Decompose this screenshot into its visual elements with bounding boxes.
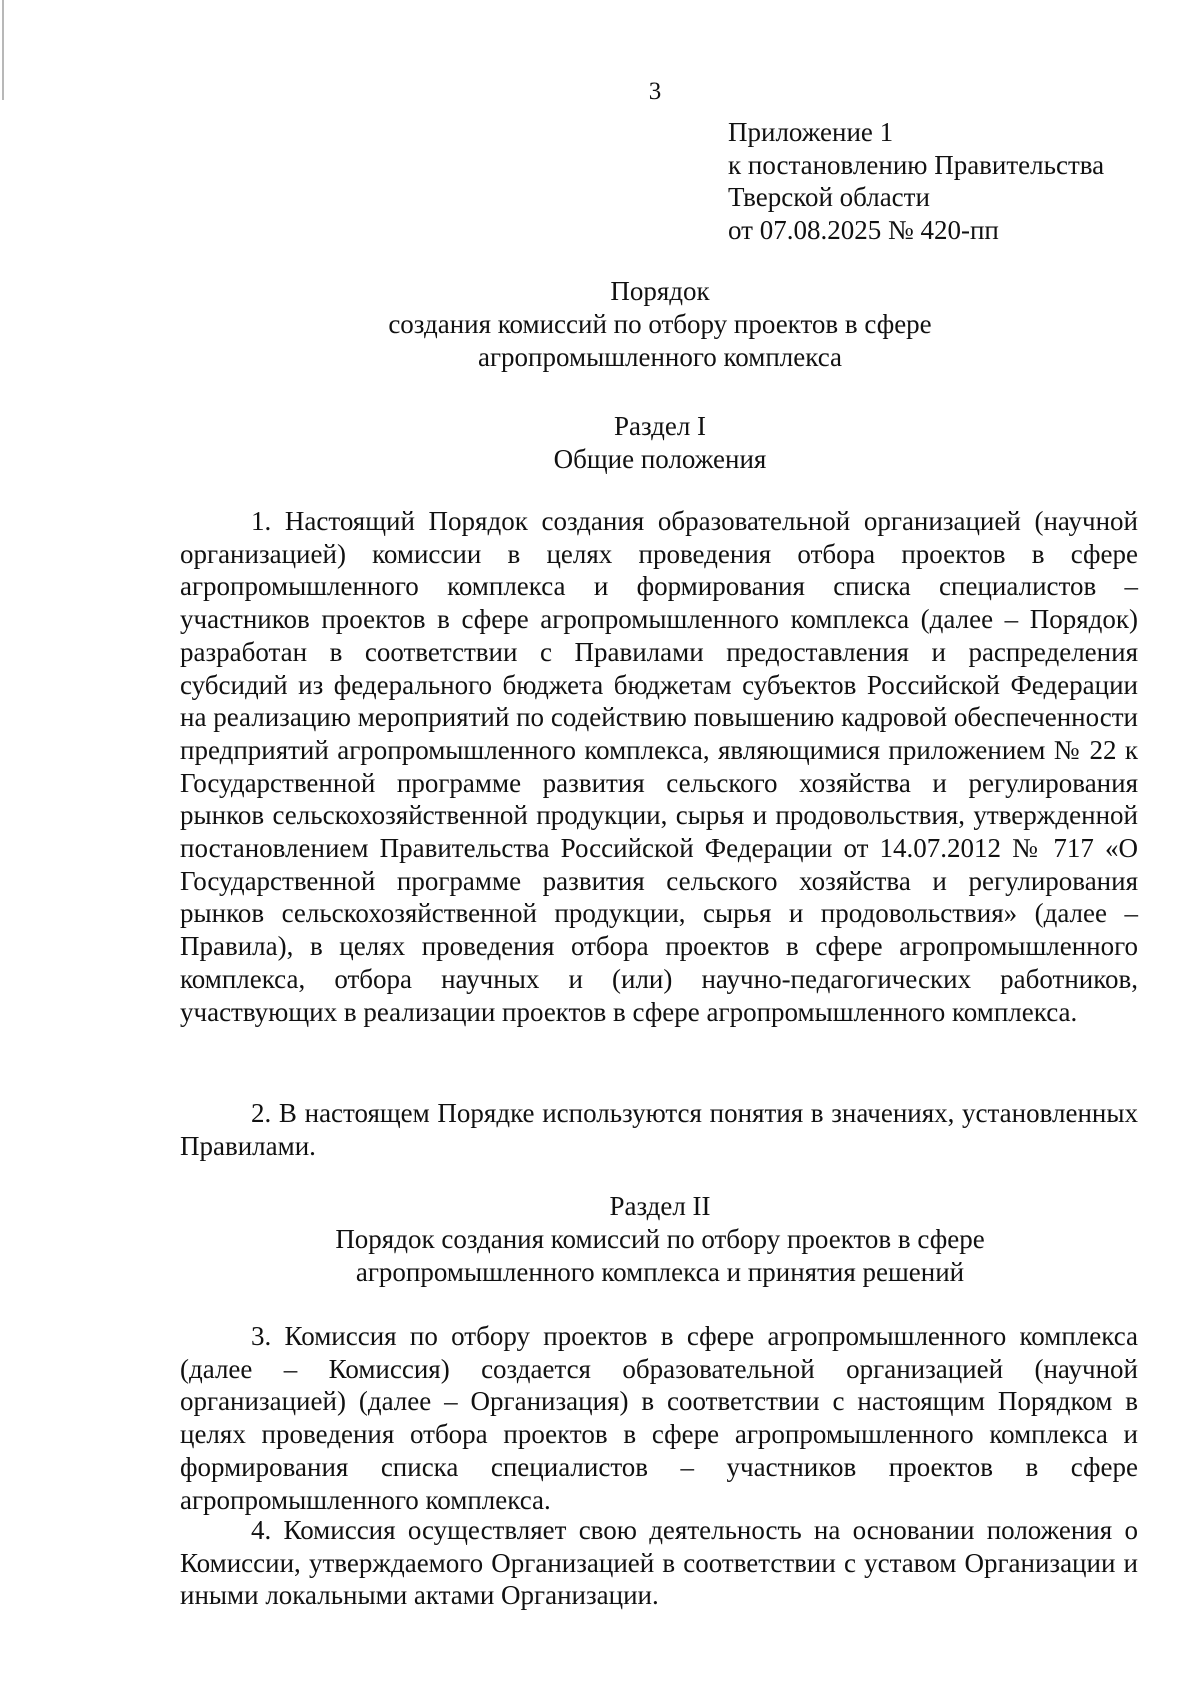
section-heading-1 — [180, 410, 1140, 476]
page-number: 3 — [648, 78, 662, 105]
paragraph-3: 3. Комиссия по отбору проектов в сфере агропромышленного комплекса (далее – Комиссия) создается образовательной организацией (научной организацией) (далее – Организация) в соответствии с настоящим Порядком в целях проведения отбора проектов в сфере агропромышленного комплекса и формирования списка специалистов – участников проектов в сфере агропромышленного комплекса. — [180, 1321, 1138, 1515]
paragraph-4: 4. Комиссия осуществляет свою деятельность на основании положения о Комиссии, утверждаемого Организацией в соответствии с уставом Организации и иными локальными актами Организации. — [180, 1515, 1138, 1611]
appendix-header — [728, 116, 1104, 246]
document-title — [180, 275, 1140, 374]
section-number: Раздел II — [609, 1191, 711, 1221]
paragraph-2: 2. В настоящем Порядке используются понятия в значениях, установленных Правилами. — [180, 1098, 1138, 1161]
title-line: агропромышленного комплекса — [478, 342, 842, 372]
section-name: Общие положения — [553, 444, 767, 474]
title-line: создания комиссий по отбору проектов в сфере — [388, 309, 932, 339]
section-name: Порядок создания комиссий по отбору проектов в сфере — [335, 1224, 985, 1254]
appendix-line: к постановлению Правительства — [728, 149, 1105, 180]
appendix-line: Приложение 1 — [728, 117, 894, 147]
section-name: агропромышленного комплекса и принятия решений — [355, 1257, 965, 1287]
appendix-line: от 07.08.2025 № 420-пп — [728, 214, 999, 245]
section-number: Раздел I — [613, 411, 707, 441]
section-heading-2 — [180, 1190, 1140, 1289]
paragraph-1: 1. Настоящий Порядок создания образовательной организацией (научной организацией) комиссии в целях проведения отбора проектов в сфере агропромышленного комплекса и формирования списка специалистов – участников проектов в сфере агропромышленного комплекса (далее – Порядок) разработан в соответствии с Правилами предоставления и распределения субсидий из федерального бюджета бюджетам субъектов Российской Федерации на реализацию мероприятий по содействию повышению кадровой обеспеченности предприятий агропромышленного комплекса, являющимися приложением № 22 к Государственной программе развития сельского хозяйства и регулирования рынков сельскохозяйственной продукции, сырья и продовольствия, утвержденной постановлением Правительства Российской Федерации от 14.07.2012 № 717 «О Государственной программе развития сельского хозяйства и регулирования рынков сельскохозяйственной продукции, сырья и продовольствия» (далее – Правила), в целях проведения отбора проектов в сфере агропромышленного комплекса, отбора научных и (или) научно-педагогических работников, участвующих в реализации проектов в сфере агропромышленного комплекса. — [180, 506, 1138, 1027]
title-line: Порядок — [610, 276, 710, 306]
appendix-line: Тверской области — [728, 182, 930, 212]
